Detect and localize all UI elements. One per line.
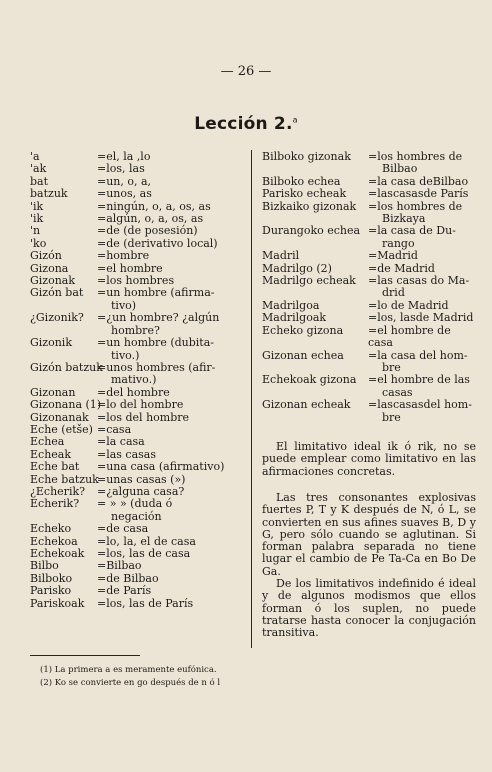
- left-vocabulary-column: [30, 151, 246, 610]
- vocab-term: [262, 287, 368, 299]
- vocab-term: [30, 374, 97, 386]
- vocab-entry: [262, 163, 476, 175]
- vocab-entry: [30, 163, 246, 175]
- vocab-definition: =los, las de París: [97, 596, 194, 610]
- vocab-entry: [262, 399, 476, 411]
- vocab-entry: [30, 461, 246, 473]
- vocab-definition: tivo.): [111, 348, 140, 362]
- vocab-entry: [30, 188, 246, 200]
- vocab-term: Gizona: [30, 261, 69, 275]
- vocab-term: Madrilgoak: [262, 311, 327, 325]
- footnote-1: (1) La primera a es meramente eufónica.: [40, 665, 217, 675]
- vocab-definition: =el hombre: [97, 261, 163, 275]
- vocab-definition: =un, o, a,: [97, 174, 152, 188]
- vocab-definition: =las casas: [97, 447, 157, 461]
- vocab-entry: [30, 399, 246, 411]
- footnote-2: (2) Ko se convierte en go después de n ó l: [40, 678, 221, 688]
- vocab-term: Eche bat: [30, 460, 80, 474]
- vocab-definition: =algún, o, a, os, as: [97, 212, 204, 226]
- vocab-entry: [262, 287, 476, 299]
- vocab-definition: casas: [382, 385, 413, 399]
- vocab-definition: = » » (duda ó: [97, 497, 173, 511]
- lesson-title-text: Lección 2.: [194, 114, 293, 134]
- vocab-entry: [30, 287, 246, 299]
- vocab-entry: [30, 560, 246, 572]
- vocab-term: Gizonan echeak: [262, 398, 351, 412]
- vocab-entry: [262, 151, 476, 163]
- vocab-definition: bre: [382, 410, 401, 424]
- vocab-definition: =unos, as: [97, 187, 152, 201]
- vocab-term: Durangoko echea: [262, 224, 361, 238]
- vocab-term: Madrilgo echeak: [262, 274, 356, 288]
- vocab-term: Bizkaiko gizonak: [262, 199, 357, 213]
- vocab-term: Eche batzuk: [30, 472, 99, 486]
- vocab-definition: =los, las: [97, 162, 145, 176]
- vocab-definition: =las casas do Ma-: [368, 274, 470, 288]
- vocab-definition: rango: [382, 236, 415, 250]
- vocab-term: Pariskoak: [30, 596, 85, 610]
- column-divider: [251, 150, 252, 648]
- vocab-definition: =un hombre (afirma-: [97, 286, 215, 300]
- vocab-entry: [262, 225, 476, 237]
- vocab-definition: hombre?: [111, 323, 160, 337]
- vocab-definition: =unas casas (»): [97, 472, 186, 486]
- vocab-definition: =ningún, o, a, os, as: [97, 199, 211, 213]
- vocab-term: 'ik: [30, 212, 44, 226]
- vocab-term: Gizonana (1): [30, 398, 102, 412]
- vocab-entry: [30, 312, 246, 324]
- vocab-definition: =lascasasdel hom-: [368, 398, 472, 412]
- vocab-definition: tivo): [111, 298, 137, 312]
- lesson-title-superscript: a: [292, 115, 298, 125]
- vocab-term: [262, 412, 368, 424]
- paragraph-limitativo: El limitativo ideal ik ó rik, no se puede emplear como limitativo en las afirmaciones concretas.: [262, 440, 476, 478]
- vocab-term: Echea: [30, 435, 65, 449]
- vocab-entry: [262, 350, 476, 362]
- vocab-term: Echeko gizona: [262, 323, 344, 337]
- vocab-definition: Bilbao: [382, 162, 418, 176]
- vocab-definition: =hombre: [97, 249, 150, 263]
- vocab-term: Gizón: [30, 249, 62, 263]
- page-number: — 26 —: [220, 64, 272, 79]
- vocab-term: ¿Gizonik?: [30, 311, 84, 325]
- vocab-definition: =el hombre de casa: [368, 323, 451, 350]
- vocab-definition: =de Bilbao: [97, 571, 159, 585]
- vocab-term: Gizón batzuk: [30, 360, 103, 374]
- vocab-entry: [30, 250, 246, 262]
- vocab-definition: negación: [111, 509, 162, 523]
- vocab-definition: =de casa: [97, 522, 149, 536]
- vocab-term: Madril: [262, 249, 300, 263]
- paragraph-consonantes: Las tres consonantes explosivas fuertes P, T y K después de N, ó L, se convierten en sus afines suaves B, D y G, pero sólo cuando se aglutinan. Si forman palabra separada no tiene lugar el cambio de Pe Ta-Ca en Bo De Ga.: [262, 491, 476, 578]
- vocab-definition: drid: [382, 286, 405, 300]
- vocab-definition: bre: [382, 360, 401, 374]
- vocab-term: 'a: [30, 150, 40, 163]
- vocab-term: Echekoak gizona: [262, 373, 357, 387]
- vocab-term: bat: [30, 174, 49, 188]
- vocab-definition: =de (de posesión): [97, 224, 198, 238]
- vocab-definition: =la casa deBilbao: [368, 174, 469, 188]
- vocab-term: Bilboko: [30, 571, 73, 585]
- vocab-definition: =lo, la, el de casa: [97, 534, 196, 548]
- vocab-definition: Bizkaya: [382, 212, 426, 226]
- vocab-definition: =los del hombre: [97, 410, 190, 424]
- vocab-definition: =el, la ,lo: [97, 150, 151, 163]
- vocab-definition: =del hombre: [97, 385, 170, 399]
- vocab-term: Echekoak: [30, 547, 85, 560]
- vocab-definition: =lascasasde París: [368, 187, 469, 201]
- vocab-term: Echerik?: [30, 497, 80, 511]
- vocab-definition: =¿alguna casa?: [97, 484, 185, 498]
- vocab-definition: mativo.): [111, 373, 157, 387]
- vocab-definition: =los hombres de: [368, 150, 463, 163]
- vocab-term: Parisko echeak: [262, 187, 347, 201]
- vocab-term: 'ko: [30, 236, 47, 250]
- vocab-definition: =de París: [97, 584, 152, 598]
- vocab-entry: [30, 523, 246, 535]
- vocab-term: Gizonik: [30, 336, 72, 350]
- vocab-definition: =de (derivativo local): [97, 236, 218, 250]
- vocab-term: Eche (etše): [30, 422, 93, 436]
- vocab-term: Madrilgo (2): [262, 261, 332, 275]
- vocab-term: Bilboko echea: [262, 174, 341, 188]
- vocab-term: Echekoa: [30, 534, 78, 548]
- vocab-definition: =el hombre de las: [368, 373, 470, 387]
- vocab-term: Gizonanak: [30, 410, 89, 424]
- vocab-term: Echeko: [30, 522, 72, 536]
- vocab-entry: [262, 412, 476, 424]
- vocab-term: 'ak: [30, 162, 47, 176]
- vocab-entry: [262, 275, 476, 287]
- vocab-definition: =¿un hombre? ¿algún: [97, 311, 220, 325]
- vocab-definition: =los, lasde Madrid: [368, 311, 474, 325]
- vocab-definition: =lo del hombre: [97, 398, 184, 412]
- vocab-definition: =Madrid: [368, 249, 418, 263]
- right-vocabulary-column: [262, 151, 476, 424]
- vocab-entry: [30, 436, 246, 448]
- vocab-term: [262, 163, 368, 175]
- vocab-definition: =la casa de Du-: [368, 224, 456, 238]
- vocab-term: 'ik: [30, 199, 44, 213]
- vocab-entry: [262, 374, 476, 386]
- vocab-term: Bilboko gizonak: [262, 150, 351, 163]
- vocab-term: Bilbo: [30, 559, 59, 573]
- vocab-entry: [262, 250, 476, 262]
- vocab-term: Gizonan echea: [262, 348, 344, 362]
- footnote-rule: [30, 655, 140, 656]
- vocab-definition: =Bilbao: [97, 559, 142, 573]
- vocab-entry: [30, 374, 246, 386]
- vocab-term: Gizón bat: [30, 286, 84, 300]
- vocab-definition: =una casa (afirmativo): [97, 460, 225, 474]
- vocab-entry: [30, 585, 246, 597]
- vocab-term: 'n: [30, 224, 41, 238]
- paragraph-limitativos: De los limitativos indefinido é ideal y de algunos modismos que ellos forman ó los suplen, no puede tratarse hasta conocer la conjugación transitiva.: [262, 577, 476, 640]
- vocab-entry: [30, 225, 246, 237]
- vocab-definition: =la casa: [97, 435, 145, 449]
- vocab-term: Parisko: [30, 584, 72, 598]
- lesson-title: [0, 114, 492, 134]
- vocab-term: Gizonan: [30, 385, 76, 399]
- vocab-definition: =unos hombres (afir-: [97, 360, 216, 374]
- vocab-entry: [30, 337, 246, 349]
- vocab-term: Echeak: [30, 447, 72, 461]
- vocab-definition: =la casa del hom-: [368, 348, 468, 362]
- vocab-entry: [262, 188, 476, 200]
- vocab-definition: =los, las de casa: [97, 547, 191, 560]
- vocab-entry: [262, 312, 476, 324]
- vocab-entry: [30, 498, 246, 510]
- vocab-term: Madrilgoa: [262, 298, 320, 312]
- vocab-definition: =un hombre (dubita-: [97, 336, 214, 350]
- vocab-term: batzuk: [30, 187, 68, 201]
- vocab-definition: =de Madrid: [368, 261, 435, 275]
- vocab-definition: =lo de Madrid: [368, 298, 449, 312]
- vocab-entry: [262, 325, 476, 350]
- vocab-entry: [262, 201, 476, 213]
- vocab-definition: =casa: [97, 422, 132, 436]
- vocab-definition: =los hombres: [97, 274, 175, 288]
- vocab-definition: =los hombres de: [368, 199, 463, 213]
- vocab-entry: [30, 598, 246, 610]
- vocab-term: Gizonak: [30, 274, 76, 288]
- vocab-term: ¿Echerik?: [30, 484, 86, 498]
